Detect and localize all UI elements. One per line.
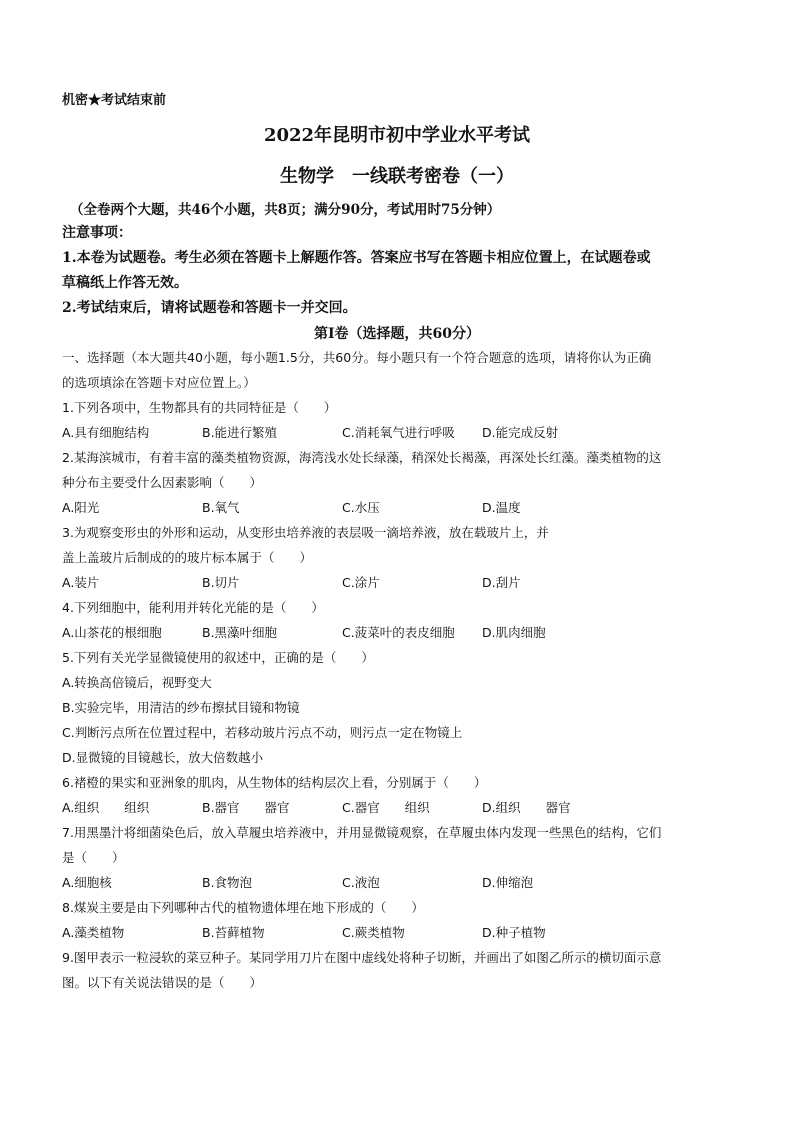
option: B.能进行繁殖 (202, 425, 278, 440)
section-intro: 的选项填涂在答题卡对应位置上。） (62, 375, 256, 390)
options-row (62, 420, 734, 445)
notes-heading: 注意事项： (62, 225, 132, 241)
exam-subtitle: 生物学 一线联考密卷（一） (280, 166, 514, 187)
option: A.具有细胞结构 (62, 425, 150, 440)
option: B.氧气 (202, 500, 240, 515)
notes-item: 2.考试结束后，请将试题卷和答题卡一并交回。 (62, 300, 357, 316)
question-stem: 是（ ） (62, 850, 125, 865)
question-stem: 4.下列细胞中，能利用并转化光能的是（ ） (62, 600, 324, 615)
options-row (62, 495, 734, 520)
option: C.液泡 (342, 875, 380, 890)
option: A.阳光 (62, 500, 100, 515)
option: B.实验完毕，用清洁的纱布擦拭目镜和物镜 (62, 700, 300, 715)
option: C.判断污点所在位置过程中，若移动玻片污点不动，则污点一定在物镜上 (62, 725, 463, 740)
options-row (62, 620, 734, 645)
section-intro: 一、选择题（本大题共40小题，每小题1.5分，共60分。每小题只有一个符合题意的选项，请将你认为正确 (62, 350, 652, 365)
option: C.消耗氧气进行呼吸 (342, 425, 455, 440)
option: A.转换高倍镜后，视野变大 (62, 675, 212, 690)
question-stem: 5.下列有关光学显微镜使用的叙述中，正确的是（ ） (62, 650, 374, 665)
question-stem: 种分布主要受什么因素影响（ ） (62, 475, 263, 490)
question-stem: 图。以下有关说法错误的是（ ） (62, 975, 263, 990)
option: B.食物泡 (202, 875, 253, 890)
option: D.伸缩泡 (482, 875, 534, 890)
option: D.显微镜的目镜越长，放大倍数越小 (62, 750, 264, 765)
question-stem: 盖上盖玻片后制成的的玻片标本属于（ ） (62, 550, 313, 565)
confidential-label: 机密★考试结束前 (62, 93, 167, 108)
option: D.温度 (482, 500, 521, 515)
option: C.蕨类植物 (342, 925, 405, 940)
question-stem: 6.褚橙的果实和亚洲象的肌肉，从生物体的结构层次上看，分别属于（ ） (62, 775, 487, 790)
option: C.菠菜叶的表皮细胞 (342, 625, 455, 640)
option: C.器官 组织 (342, 800, 430, 815)
option: A.组织 组织 (62, 800, 150, 815)
question-stem: 9.图甲表示一粒浸软的菜豆种子。某同学用刀片在图中虚线处将种子切断，并画出了如图乙所示的横切面示意 (62, 950, 662, 965)
option: D.组织 器官 (482, 800, 571, 815)
exam-title: 2022年昆明市初中学业水平考试 (263, 125, 531, 146)
question-stem: 7.用黑墨汁将细菌染色后，放入草履虫培养液中，并用显微镜观察，在草履虫体内发现一些黑色的结构，它们 (62, 825, 662, 840)
options-row (62, 920, 734, 945)
options-row (62, 870, 734, 895)
option: B.切片 (202, 575, 240, 590)
questions-block (62, 345, 734, 995)
option: B.器官 器官 (202, 800, 290, 815)
option: A.细胞核 (62, 875, 112, 890)
options-row (62, 570, 734, 595)
option: B.黑藻叶细胞 (202, 625, 278, 640)
exam-info: （全卷两个大题，共46个小题，共8页；满分90分，考试用时75分钟） (70, 202, 501, 218)
option: A.山茶花的根细胞 (62, 625, 162, 640)
question-stem: 3.为观察变形虫的外形和运动，从变形虫培养液的表层吸一滴培养液，放在载玻片上，并 (62, 525, 549, 540)
option: B.苔藓植物 (202, 925, 265, 940)
option: A.装片 (62, 575, 100, 590)
option: C.涂片 (342, 575, 380, 590)
notes-item: 草稿纸上作答无效。 (62, 275, 188, 291)
options-row (62, 795, 734, 820)
question-stem: 2.某海滨城市，有着丰富的藻类植物资源，海湾浅水处长绿藻，稍深处长褐藻，再深处长红藻。藻类植物的这 (62, 450, 662, 465)
option: D.能完成反射 (482, 425, 559, 440)
option: C.水压 (342, 500, 380, 515)
section-title: 第Ⅰ卷（选择题，共60分） (313, 326, 481, 342)
option: A.藻类植物 (62, 925, 125, 940)
question-stem: 1.下列各项中，生物都具有的共同特征是（ ） (62, 400, 337, 415)
option: D.种子植物 (482, 925, 546, 940)
option: D.刮片 (482, 575, 521, 590)
notes-item: 1.本卷为试题卷。考生必须在答题卡上解题作答。答案应书写在答题卡相应位置上，在试题卷或 (62, 250, 651, 266)
notes-block (62, 221, 734, 321)
option: D.肌肉细胞 (482, 625, 546, 640)
question-stem: 8.煤炭主要是由下列哪种古代的植物遗体埋在地下形成的（ ） (62, 900, 424, 915)
